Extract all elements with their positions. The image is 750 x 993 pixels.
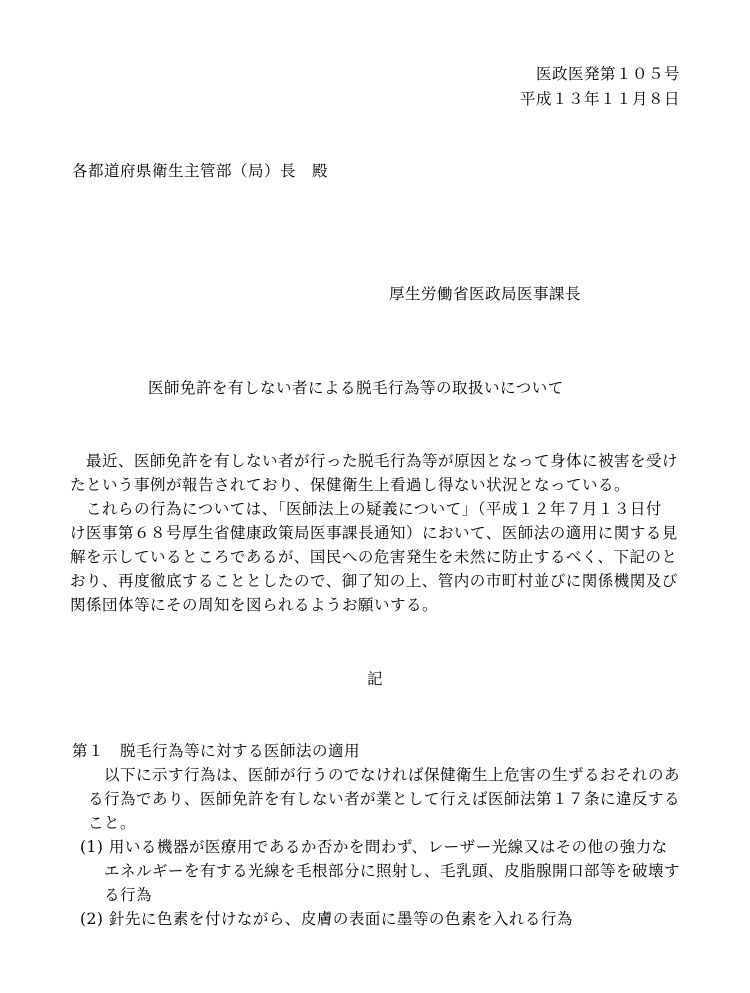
body-paragraph-2-line-3: 解を示しているところであるが、国民への危害発生を未然に防止するべく、下記のと (70, 548, 678, 566)
section-1-intro-line-2: る行為であり、医師免許を有しない者が業として行えば医師法第１７条に違反する (88, 790, 681, 808)
section-1-item-2-line-1: (2) 針先に色素を付けながら、皮膚の表面に墨等の色素を入れる行為 (80, 910, 573, 928)
section-1-heading: 第１ 脱毛行為等に対する医師法の適用 (72, 742, 361, 760)
body-paragraph-2-line-2: け医事第６８号厚生省健康政策局医事課長通知）において、医師法の適用に関する見 (70, 524, 678, 542)
body-paragraph-1-line-2: たという事例が報告されており、保健衛生上看過し得ない状況となっている。 (70, 476, 631, 494)
section-1-intro-line-1: 以下に示す行為は、医師が行うのでなければ保健衛生上危害の生ずるおそれのあ (104, 766, 681, 784)
sender: 厚生労働省医政局医事課長 (389, 285, 582, 303)
section-1-item-1-line-3: る行為 (104, 886, 153, 904)
body-paragraph-1-line-1: 最近、医師免許を有しない者が行った脱毛行為等が原因となって身体に被害を受け (86, 452, 679, 470)
section-1-intro-line-3: こと。 (88, 814, 137, 832)
body-paragraph-2-line-5: 関係団体等にその周知を図られるようお願いする。 (70, 596, 439, 614)
addressee: 各都道府県衛生主管部（局）長 殿 (72, 162, 329, 180)
section-1-item-1-line-2: エネルギーを有する光線を毛根部分に照射し、毛乳頭、皮脂腺開口部等を破壊す (104, 862, 681, 880)
issue-date: 平成１３年１１月８日 (519, 90, 680, 108)
document-number: 医政医発第１０５号 (535, 65, 680, 83)
section-1-item-1-line-1: (1) 用いる機器が医療用であるか否かを問わず、レーザー光線又はその他の強力な (80, 838, 668, 856)
body-paragraph-2-line-1: これらの行為については、「医師法上の疑義について」（平成１２年７月１３日付 (86, 500, 662, 518)
body-paragraph-2-line-4: おり、再度徹底することとしたので、御了知の上、管内の市町村並びに関係機関及び (70, 572, 678, 590)
document-title: 医師免許を有しない者による脱毛行為等の取扱いについて (148, 379, 564, 397)
ki-marker: 記 (367, 670, 384, 688)
